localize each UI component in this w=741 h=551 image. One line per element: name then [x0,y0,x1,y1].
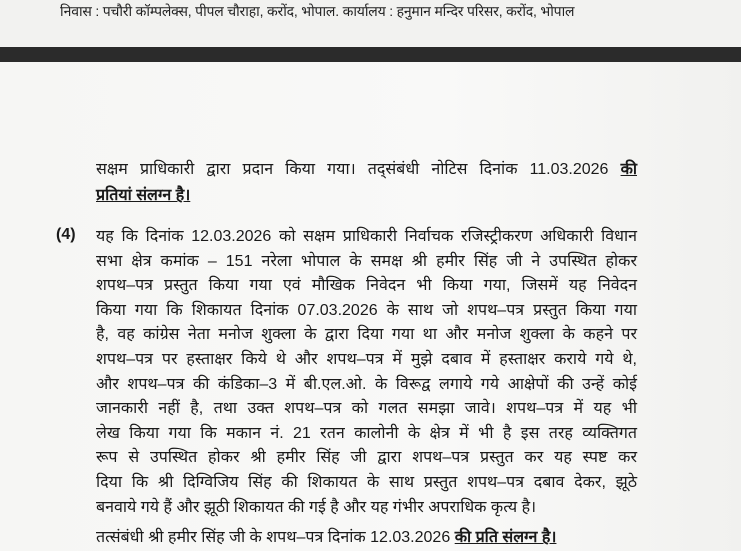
bold-underlined-text: की [620,161,637,178]
page-divider-band [0,47,741,62]
text-span: सक्षम प्राधिकारी द्वारा प्रदान किया गया। तद्संबंधी नोटिस दिनांक 11.03.2026 [96,161,609,178]
text-line: है, वह कांग्रेस नेता मनोज शुक्ला के द्वारा दिया गया था और मनोज शुक्ला के कहने पर [96,326,637,344]
text-line: सभा क्षेत्र कमांक – 151 नरेला भोपाल के समक्ष श्री हमीर सिंह जी ने उपस्थित होकर [96,252,637,270]
text-span: तत्संबंधी श्री हमीर सिंह जी के शपथ–पत्र दिनांक 12.03.2026 [96,529,451,546]
bold-underlined-text: प्रतियां संलग्न है। [96,187,191,204]
text-line: शपथ–पत्र प्रस्तुत किया गया एवं मौखिक निवेदन भी किया गया, जिसमें यह निवेदन [96,277,637,295]
text-line [96,527,637,549]
bold-underlined-text: की प्रति संलग्न है। [454,529,557,546]
text-line: बनवाये गये हैं और झूठी शिकायत की गई है और यह गंभीर अपराधिक कृत्य है। [96,498,537,516]
text-line [96,185,637,207]
text-line: दिया कि श्री दिग्विजिय सिंह की शिकायत के साथ प्रस्तुत शपथ–पत्र दबाव देकर, झूठे [96,474,637,491]
letterhead-address: निवास : पचौरी कॉम्पलेक्स, पीपल चौराहा, करोंद, भोपाल. कार्यालय : हनुमान मन्दिर परिसर, करोंद, भोपाल [60,3,575,19]
text-line: किया गया कि शिकायत दिनांक 07.03.2026 के साथ जो शपथ–पत्र प्रस्तुत किया गया [96,301,637,319]
letterhead [0,0,741,46]
text-line: जानकारी नहीं है, तथा उक्त शपथ–पत्र को गलत समझा जावे। शपथ–पत्र में यह भी [96,400,637,418]
text-line: और शपथ–पत्र की कंडिका–3 में बी.एल.ओ. के विरूद्व लगाये गये आक्षेपों की उन्हें कोई [96,375,637,393]
text-line: यह कि दिनांक 12.03.2026 को सक्षम प्राधिकारी निर्वाचक रजिस्ट्रीकरण अधिकारी विधान [96,228,637,245]
text-line: लेख किया गया कि मकान नं. 21 रतन कालोनी के क्षेत्र में भी है इस तरह व्यक्तिगत [96,424,637,442]
paragraph-number: (4) [56,226,76,243]
text-line: रूप से उपस्थित होकर श्री हमीर सिंह जी द्वारा शपथ–पत्र प्रस्तुत कर यह स्पष्ट कर [96,449,637,467]
text-line: शपथ–पत्र पर हस्ताक्षर किये थे और शपथ–पत्र में मुझे दबाव में हस्ताक्षर कराये गये थे, [96,351,637,368]
text-line [96,159,637,181]
